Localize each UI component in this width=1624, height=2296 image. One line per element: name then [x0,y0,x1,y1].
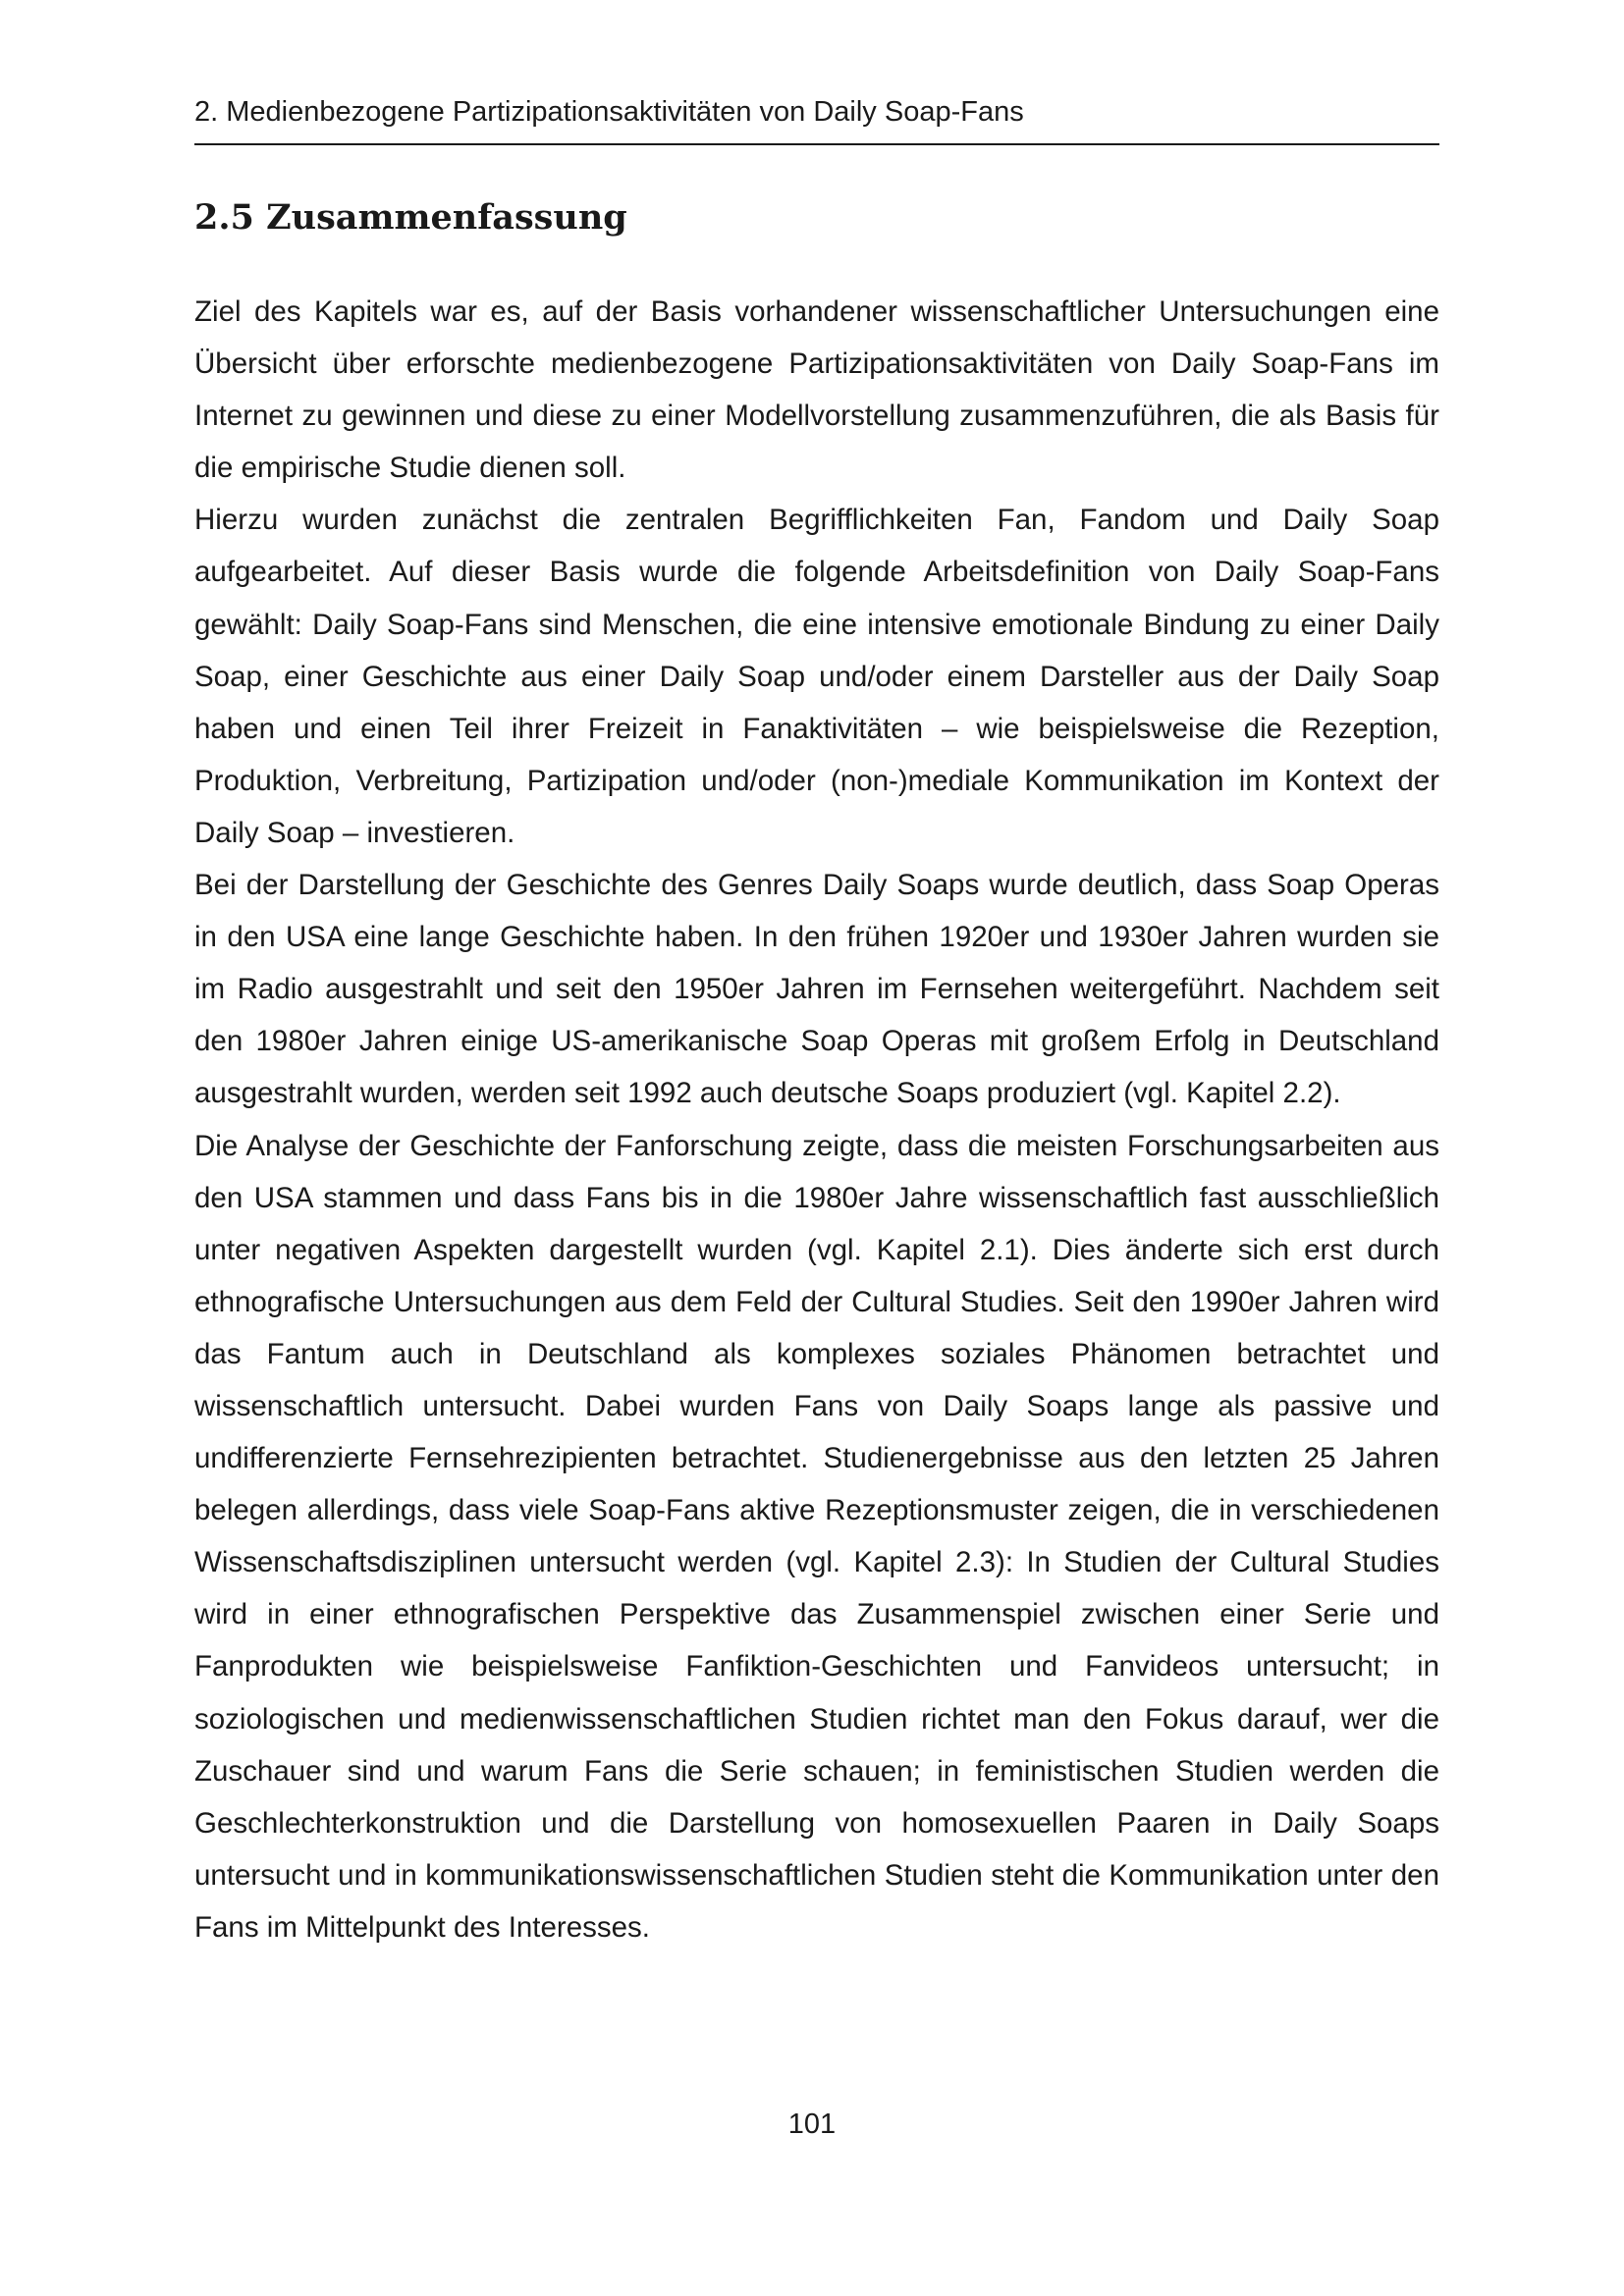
running-header: 2. Medienbezogene Partizipationsaktivitäten von Daily Soap-Fans [194,96,1024,128]
page-number: 101 [787,2109,837,2140]
section-heading: 2.5 Zusammenfassung [194,197,627,238]
paragraph-genre-history: Bei der Darstellung der Geschichte des Genres Daily Soaps wurde deutlich, dass Soap Operas in den USA eine lange Geschichte haben. In den frühen 1920er und 1930er Jahren wurden sie im Radio ausgestrahlt und seit den 1950er Jahren im Fernsehen weitergeführt. Nachdem seit den 1980er Jahren einige US-amerikanische Soap Operas mit großem Erfolg in Deutschland ausgestrahlt wurden, werden seit 1992 auch deutsche Soaps produziert (vgl. Kapitel 2.2). [194,869,1439,1110]
header-divider [194,143,1439,145]
paragraph-definitions: Hierzu wurden zunächst die zentralen Begrifflichkeiten Fan, Fandom und Daily Soap aufgearbeitet. Auf dieser Basis wurde die folgende Arbeitsdefinition von Daily Soap-Fans gewählt: Daily Soap-Fans sind Menschen, die eine intensive emotionale Bindung zu einer Daily Soap, einer Geschichte aus einer Daily Soap und/oder einem Darsteller aus der Daily Soap haben und einen Teil ihrer Freizeit in Fanaktivitäten – wie beispielsweise die Rezeption, Produktion, Verbreitung, Partizipation und/oder (non-)mediale Kommunikation im Kontext der Daily Soap – investieren. [194,504,1439,849]
paragraph-fan-research: Die Analyse der Geschichte der Fanforschung zeigte, dass die meisten Forschungsarbeiten aus den USA stammen und dass Fans bis in die 1980er Jahre wissenschaftlich fast ausschließlich unter negativen Aspekten dargestellt wurden (vgl. Kapitel 2.1). Dies änderte sich erst durch ethnografische Untersuchungen aus dem Feld der Cultural Studies. Seit den 1990er Jahren wird das Fantum auch in Deutschland als komplexes soziales Phänomen betrachtet und wissenschaftlich untersucht. Dabei wurden Fans von Daily Soaps lange als passive und undifferenzierte Fernsehrezipienten betrachtet. Studienergebnisse aus den letzten 25 Jahren belegen allerdings, dass viele Soap-Fans aktive Rezeptionsmuster zeigen, die in verschiedenen Wissenschaftsdisziplinen untersucht werden (vgl. Kapitel 2.3): In Studien der Cultural Studies wird in einer ethnografischen Perspektive das Zusammenspiel zwischen einer Serie und Fanprodukten wie beispielsweise Fanfiktion-Geschichten und Fanvideos untersucht; in soziologischen und medienwissenschaftlichen Studien richtet man den Fokus darauf, wer die Zuschauer sind und warum Fans die Serie schauen; in feministischen Studien werden die Geschlechterkonstruktion und die Darstellung von homosexuellen Paaren in Daily Soaps untersucht und in kommunikationswissenschaftlichen Studien steht die Kommunikation unter den Fans im Mittelpunkt des Interesses. [194,1129,1439,1944]
paragraph-objective: Ziel des Kapitels war es, auf der Basis vorhandener wissenschaftlicher Untersuchungen eine Übersicht über erforschte medienbezogene Partizipationsaktivitäten von Daily Soap-Fans im Internet zu gewinnen und diese zu einer Modellvorstellung zusammenzuführen, die als Basis für die empirische Studie dienen soll. [194,295,1439,485]
body-text [194,286,1439,1953]
